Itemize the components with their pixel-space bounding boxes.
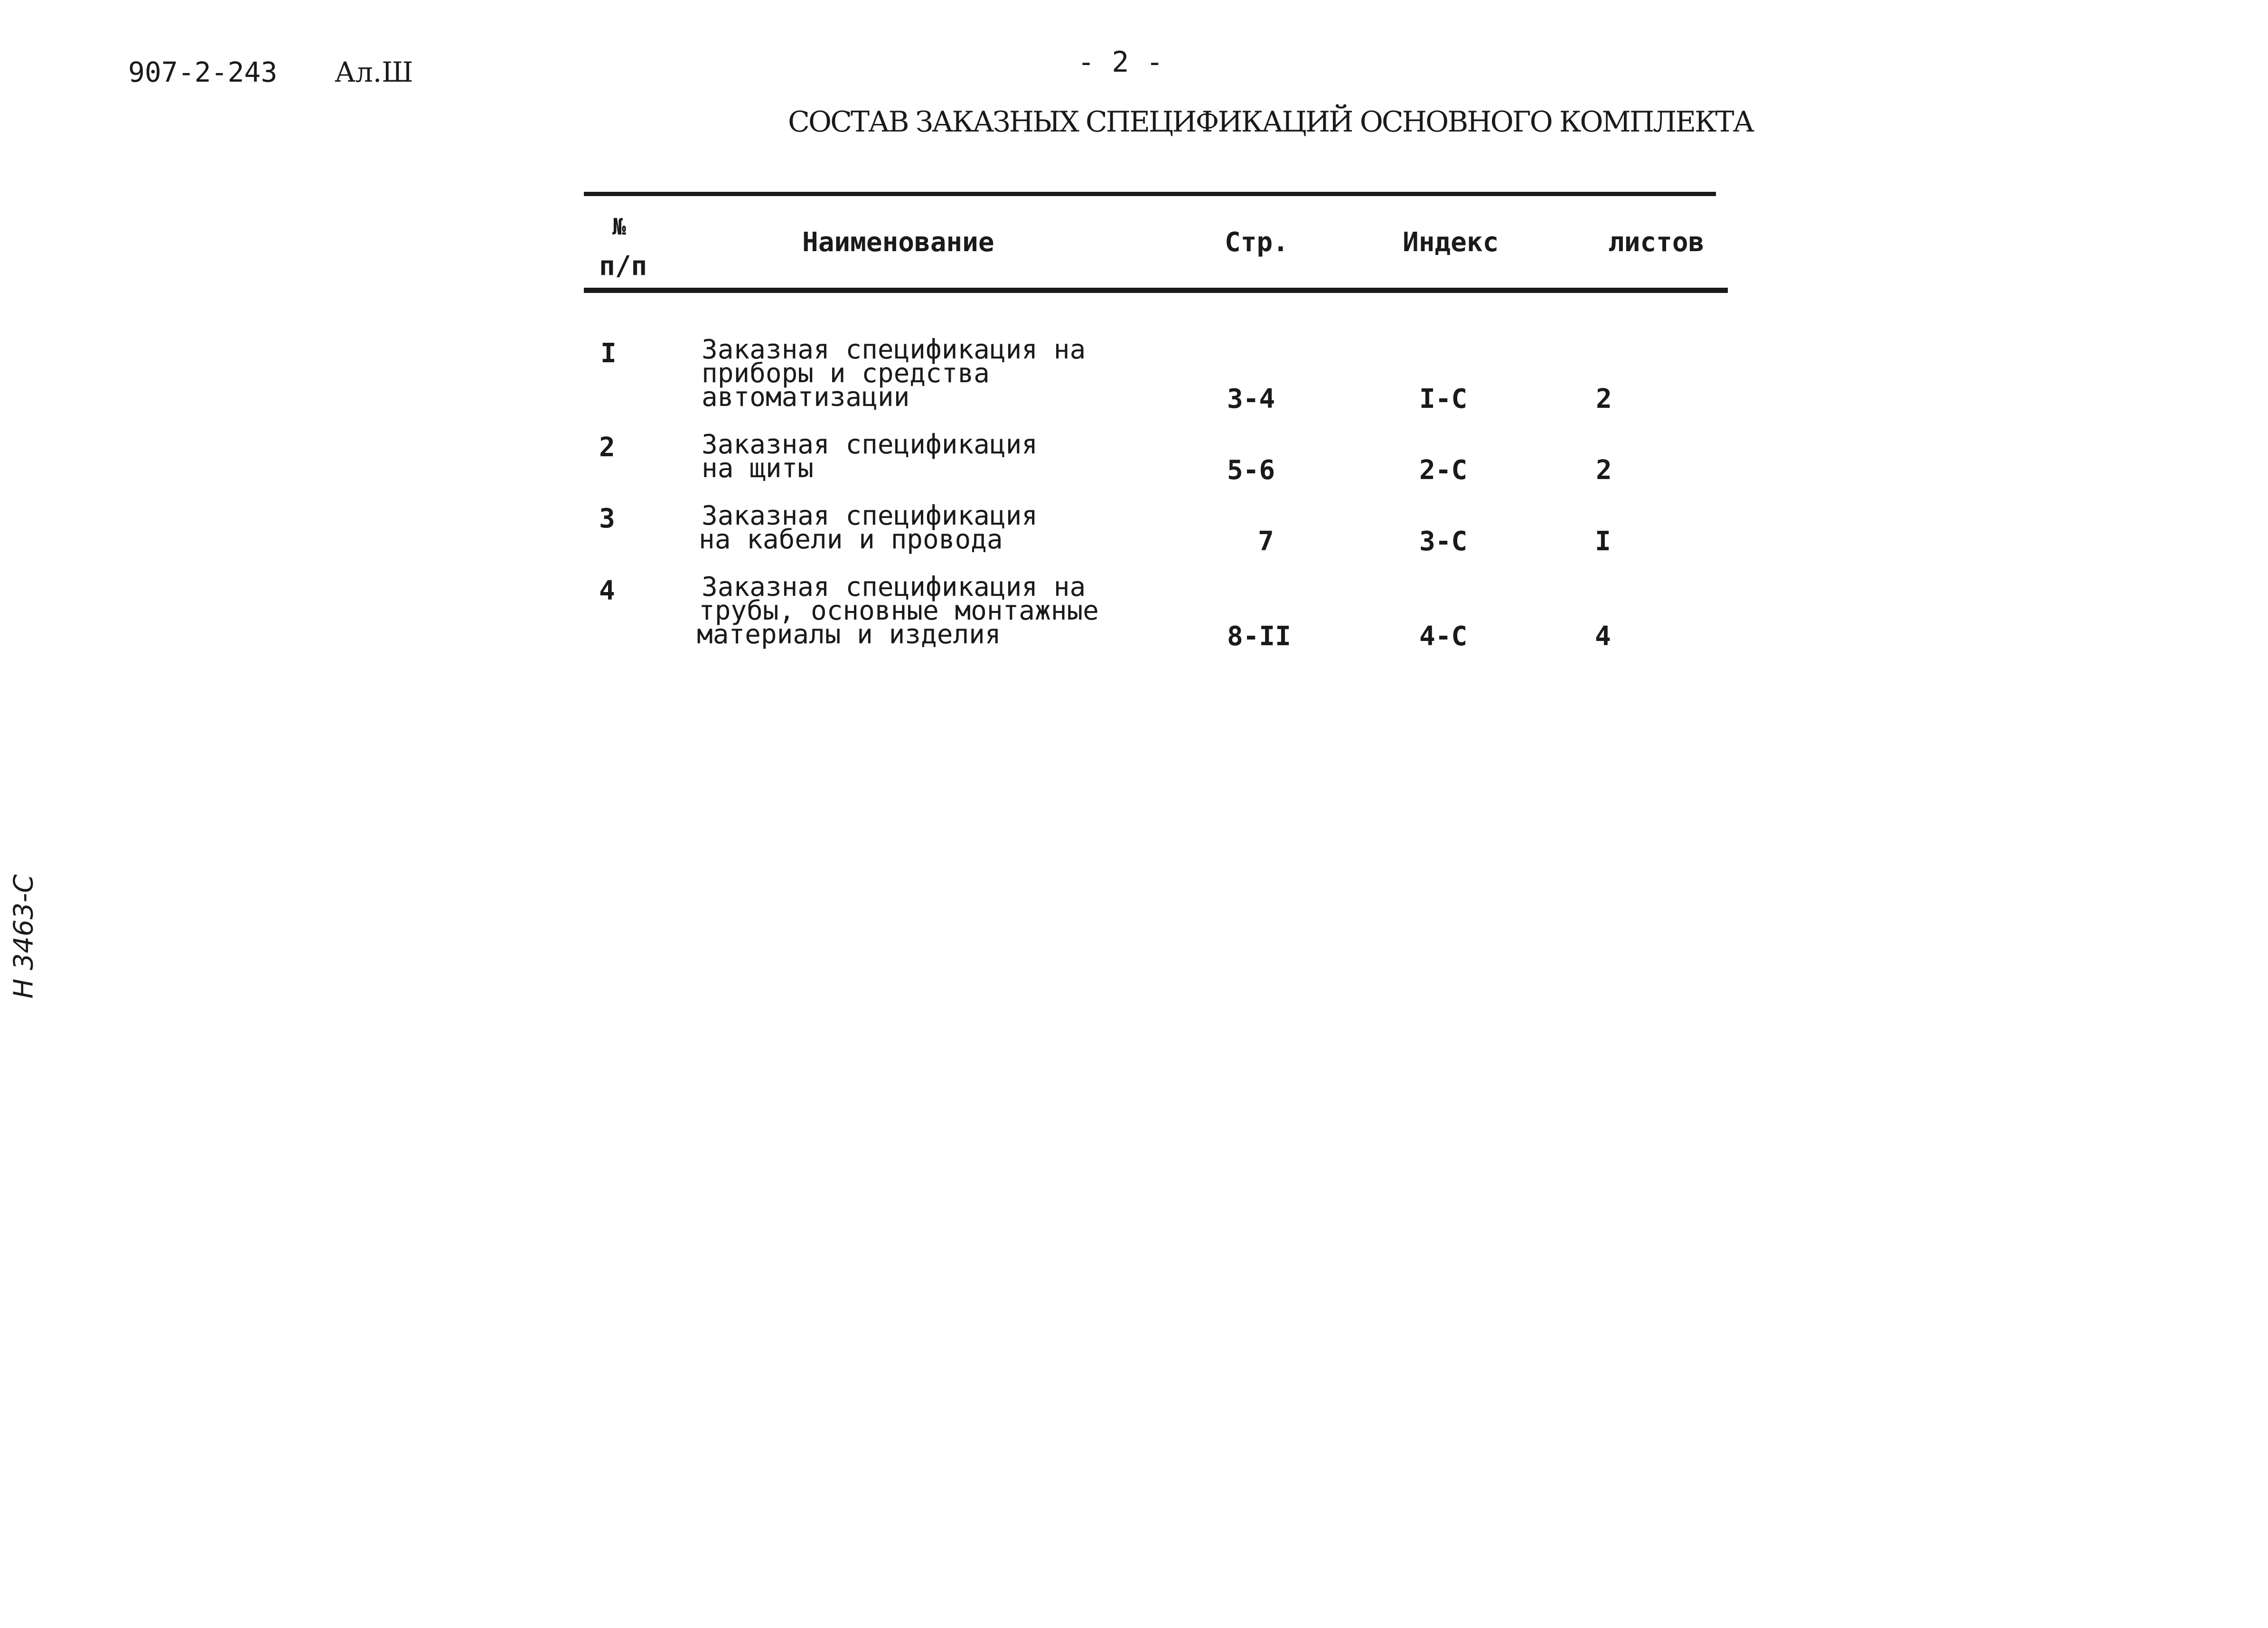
row-page: 7: [1258, 526, 1274, 557]
margin-inventory-number: Н 3463-С: [8, 874, 39, 999]
row-name-line: Заказная спецификация: [702, 429, 1038, 460]
row-number: I: [600, 338, 617, 369]
row-name-line: материалы и изделия: [697, 619, 1001, 650]
column-header-index: Индекс: [1403, 227, 1499, 258]
row-page: 5-6: [1227, 455, 1275, 486]
page-number: - 2 -: [1078, 46, 1163, 79]
document-code: 907-2-243: [128, 56, 278, 88]
row-index: 4-С: [1419, 621, 1468, 652]
column-header-name: Наименование: [802, 227, 994, 258]
row-name-line: приборы и средства: [702, 358, 990, 389]
row-page: 8-II: [1227, 621, 1291, 652]
row-page: 3-4: [1227, 384, 1275, 414]
row-number: 3: [599, 503, 615, 534]
row-sheets: 4: [1595, 621, 1611, 652]
column-header-sheets: листов: [1608, 227, 1705, 258]
row-sheets: I: [1595, 526, 1611, 557]
row-number: 2: [599, 432, 615, 463]
row-name-line: на щиты: [702, 453, 814, 484]
row-number: 4: [599, 575, 615, 606]
row-sheets: 2: [1596, 455, 1612, 486]
column-header-number: п/п: [599, 251, 647, 282]
page-title: СОСТАВ ЗАКАЗНЫХ СПЕЦИФИКАЦИЙ ОСНОВНОГО КОМПЛЕКТА: [788, 105, 1753, 139]
row-sheets: 2: [1596, 384, 1612, 414]
row-name-line: автоматизации: [702, 382, 910, 413]
row-name-line: Заказная спецификация на: [702, 334, 1086, 365]
row-name-line: Заказная спецификация на: [702, 572, 1086, 602]
table-header-rule: [584, 288, 1728, 293]
table-top-rule: [584, 192, 1716, 196]
row-name-line: Заказная спецификация: [702, 500, 1038, 531]
column-header-page: Стр.: [1225, 227, 1289, 258]
row-index: I-С: [1419, 384, 1468, 414]
row-index: 2-С: [1419, 455, 1468, 486]
sheet-reference: Ал.Ш: [335, 56, 413, 88]
row-index: 3-С: [1419, 526, 1468, 557]
row-name-line: на кабели и провода: [699, 524, 1003, 555]
column-header-number-sign: №: [612, 214, 626, 240]
row-name-line: трубы, основные монтажные: [699, 595, 1099, 626]
